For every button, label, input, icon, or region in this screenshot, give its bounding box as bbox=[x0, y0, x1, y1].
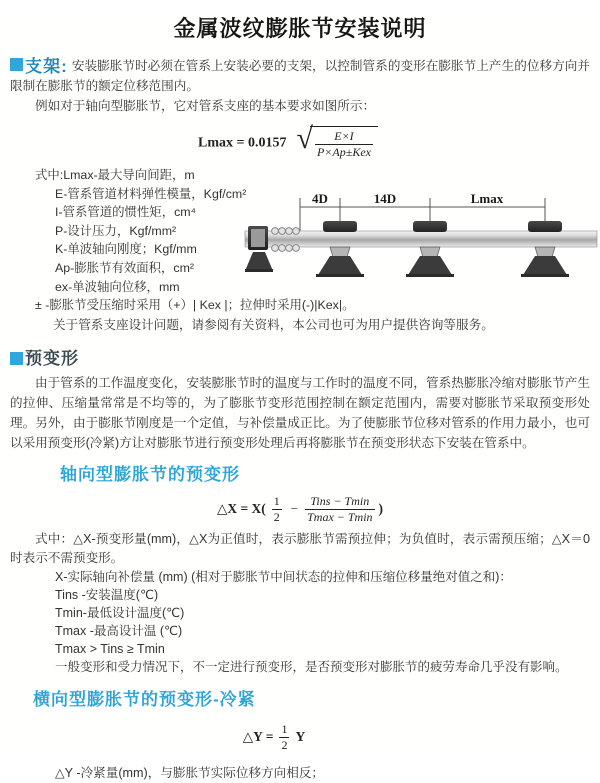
axial-note-line: Tmax > Tins ≥ Tmin bbox=[55, 642, 165, 656]
formula-lmax-denominator: P×Ap±Kex bbox=[316, 145, 371, 159]
formula-dy-lhs: △Y = bbox=[242, 729, 274, 745]
formula-lmax-numerator: E×I bbox=[334, 129, 354, 143]
dimension-label-4d: 4D bbox=[312, 191, 328, 206]
axial-note-line: Tins -安装温度(℃) bbox=[55, 588, 159, 602]
axial-notes bbox=[10, 530, 590, 676]
definition-line: K-单波轴向刚度；Kgf/mm bbox=[55, 242, 197, 257]
support-intro-text: 安装膨胀节时必须在管系上安装必要的支架，以控制管系的变形在膨胀节上产生的位移方向并限制在膨胀节的额定位移范围内。 bbox=[10, 59, 590, 93]
definition-line: I-管系管道的惯性矩，cm⁴ bbox=[55, 205, 196, 220]
pipe-support bbox=[521, 221, 569, 277]
definition-line: 式中:Lmax-最大导向间距，m bbox=[35, 168, 195, 182]
radical-expression bbox=[296, 122, 378, 160]
formula-lmax bbox=[0, 122, 578, 160]
predeform-heading-text: 预变形 bbox=[25, 349, 79, 368]
formula-delta-y bbox=[0, 722, 564, 753]
pipe-support bbox=[406, 221, 454, 277]
section-heading-support: 支架: bbox=[25, 57, 68, 76]
definition-line: P-设计压力，Kgf/mm² bbox=[55, 223, 177, 238]
section-marker-icon bbox=[10, 58, 23, 71]
subheading-lateral: 横向型膨胀节的预变形-冷紧 bbox=[33, 690, 256, 709]
axial-where-paragraph: 式中：△X-预变形量(mm)，△X为正值时，表示膨胀节需预拉伸；为负值时，表示需预压缩；△X＝0时表示不需预变形。 bbox=[10, 532, 590, 565]
subheading-axial: 轴向型膨胀节的预变形 bbox=[60, 465, 240, 484]
support-note: 关于管系支座设计问题，请参阅有关资料，本公司也可为用户提供咨询等服务。 bbox=[53, 318, 494, 332]
support-example-line: 例如对于轴向型膨胀节，它对管系支座的基本要求如图所示： bbox=[35, 99, 376, 113]
fraction-one-half: $\frac{1}{2}$ bbox=[281, 722, 288, 752]
definitions-and-diagram bbox=[10, 166, 590, 315]
definition-line: E-管系管道材料弹性模量，Kgf/cm² bbox=[55, 186, 247, 201]
predeform-body: 由于管系的工作温度变化，安装膨胀节时的温度与工作时的温度不同，管系热膨胀冷缩对膨胀节产生的拉伸、压缩量常常是不均等的，为了膨胀节变形范围控制在额定范围内，需要对膨胀节采取预变形处理。另外，由于膨胀节刚度是一个定值，与补偿量成正比。为了使膨胀节位移对管系的作用力最小，也可以采用预变形(冷紧)方让对膨胀节进行预变形处理后再将膨胀节在预变形状态下安装在管系中。 bbox=[10, 376, 590, 450]
axial-note-line: Tmin-最低设计温度(℃) bbox=[55, 606, 185, 620]
axial-note-line: 一般变形和受力情况下，不一定进行预变形，是否预变形对膨胀节的疲劳寿命几乎没有影响。 bbox=[55, 660, 568, 674]
axial-note-line: Tmax -最高设计温 (℃) bbox=[55, 624, 183, 638]
section-heading-predeform bbox=[10, 350, 590, 368]
minus-sign: − bbox=[290, 501, 299, 517]
pipe-support-diagram bbox=[245, 191, 597, 293]
definition-line: ± -膨胀节受压缩时采用（+）| Kex |；拉伸时采用(-)|Kex|。 bbox=[35, 298, 355, 313]
section-marker-icon bbox=[10, 352, 23, 365]
dimension-label-14d: 14D bbox=[373, 191, 397, 206]
axial-note-line: X-实际轴向补偿量 (mm) (相对于膨胀节中间状态的拉伸和压缩位移量绝对值之和)： bbox=[55, 570, 512, 584]
temperature-fraction: $\frac{\text{Tins − Tmin}}{Tmax - Tmin}$ bbox=[307, 494, 373, 524]
formula-dy-rhs: Y bbox=[295, 729, 306, 745]
lateral-note: △Y -冷紧量(mm)，与膨胀节实际位移方向相反； bbox=[55, 766, 325, 780]
document-page bbox=[0, 12, 600, 780]
dimension-label-lmax: Lmax bbox=[470, 191, 504, 206]
formula-delta-x bbox=[10, 494, 590, 525]
definition-line: Ap-膨胀节有效面积，cm² bbox=[55, 260, 195, 275]
formula-dx-rparen: ) bbox=[378, 501, 384, 517]
radical-sign-icon: √ bbox=[296, 122, 313, 155]
support-intro-paragraph bbox=[10, 56, 590, 96]
formula-dx-lhs: △X = X( bbox=[216, 501, 266, 517]
pipe-support bbox=[316, 221, 364, 277]
definition-line: ex-单波轴向位移，mm bbox=[55, 279, 180, 294]
fraction-one-half: $\frac{1}{2}$ bbox=[273, 494, 280, 524]
formula-lmax-lhs: Lmax = 0.0157 bbox=[198, 135, 287, 151]
page-title: 金属波纹膨胀节安装说明 bbox=[173, 16, 427, 41]
